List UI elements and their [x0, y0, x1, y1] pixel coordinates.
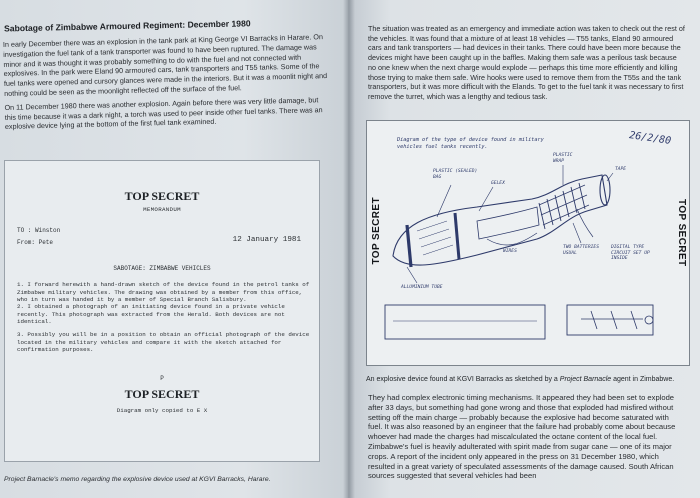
memo-item: 3. Possibly you will be in a position to obtain an official photograph of the device located in the military vehicles and compare it with the sketch attached for confirmation purposes. [17, 331, 310, 354]
leader-line [407, 267, 417, 283]
memo-date: 12 January 1981 [232, 236, 301, 244]
book-spine [343, 0, 355, 498]
label-aluminium-tube: ALLUMINIUM TUBE [401, 285, 443, 290]
memo-sender: From: Pete [17, 239, 54, 246]
memo-kicker: MEMORANDUM [143, 206, 181, 213]
label-digital-circuit: DIGITAL TYPE CIRCUIT SET UP INSIDE [611, 245, 650, 262]
label-batteries: TWO BATTERIES USUAL [563, 245, 599, 256]
right-intro-text: The situation was treated as an emergency and immediate action was taken to check out the rest of the vehicles. It was found that a mixture of at least 18 vehicles — T55 tanks, Eland 90 armoured cars and tank transporters — had devices in their tanks. There could have been more because the devices might have been caught up in the baffles. Making them safe was a perilous task because no one knew when the next charge would explode — perhaps this time more efficiently and killing those trying to make them safe. Wire hooks were used to remove them from the T55s and the tank transporters, but it was more difficult with the Elands. To get to the fuel tank it was necessary to first remove the turret, which was a lengthy and tedious task. [368, 24, 685, 101]
wire [577, 209, 593, 237]
left-page [0, 0, 348, 498]
sketch-caption [366, 376, 696, 383]
memo-caption: Project Barnacle's memo regarding the explosive device used at KGVI Barracks, Harare. [4, 476, 271, 483]
sketch-date-note: 26/2/80 [628, 130, 672, 147]
top-secret-banner: TOP SECRET [124, 189, 200, 203]
aluminium-tube [477, 207, 539, 239]
tape-band [407, 225, 411, 267]
gelex-hatch [417, 221, 453, 255]
label-plastic-bag: PLASTIC (SEALED) BAG [433, 169, 478, 180]
initiator-view [567, 305, 653, 335]
device-drawing [367, 121, 691, 367]
memo-document [4, 160, 320, 462]
top-secret-stamp: TOP SECRET [371, 197, 382, 265]
right-page [348, 0, 700, 498]
leader-line [573, 223, 581, 243]
device-side-view [385, 305, 545, 339]
left-paragraph: In early December there was an explosion in the tank park at King George VI Barracks in Harare. On investigation the fuel tank of a tank transporter was found to have been ruptured. The damage was minor and it was thought it was probably something to do with the fuel and not connected with explosives. In the park were Eland 90 armoured cars, tank transporters and T55 tanks. Some of the fuel tanks were opened and cursory glances were made in the interiors. But it was a moonlit night and nothing could be seen as the moonlight reflected off the surface of the fuel. [2, 32, 328, 98]
leader-line [479, 187, 493, 211]
right-body-text: They had complex electronic timing mechanisms. It appeared they had been set to explode after 33 days, but something had gone wrong and those that exploded had misfired without setting off the main charge — probably because the explosive had become saturated with fuel. It was also reasoned by an engineer that the failure had probably come about because whoever had made the charges had miscalculated the octane content of the local fuel. Zimbabwe's fuel is heavily adulterated with spirit made from sugar cane — one of its major crops. A report of the incident only appeared in the press on 31 December 1980, which resulted in a great variety of speculated assessments of the damage caused. South African sources suggested that several vehicles had been [368, 393, 676, 481]
memo-initial: P [160, 375, 164, 382]
top-secret-stamp: TOP SECRET [676, 199, 687, 267]
device-sketch [366, 120, 690, 366]
left-paragraph: On 11 December 1980 there was another explosion. Again before there was very little damage, but this time because it was a dark night, a torch was used to peer inside other fuel tanks. There was an explosive device lying at the bottom of the first fuel tank examined. [4, 95, 323, 132]
sketch-header-note: Diagram of the type of device found in military vehicles fuel tanks recently. [397, 137, 544, 150]
label-tape: TAPE [615, 167, 627, 172]
wire [487, 233, 537, 245]
memo-subject: SABOTAGE: ZIMBABWE VEHICLES [113, 265, 211, 272]
section-heading: Sabotage of Zimbabwe Armoured Regiment: December 1980 [3, 18, 251, 34]
memo-recipient: TO : Winston [17, 227, 61, 234]
label-gelex: GELEX [491, 181, 505, 186]
caption-emphasis: Project Barnacle [559, 376, 612, 383]
caption-suffix: agent in Zimbabwe. [611, 376, 675, 383]
memo-item: 1. I forward herewith a hand-drawn sketch of the device found in the petrol tanks of Zimbabwe military vehicles. The drawing was obtained by a member from this office, who in turn was handed it by a member of Special Branch Salisbury. [17, 281, 310, 304]
label-plastic-wrap: PLASTIC WRAP [553, 153, 573, 164]
memo-item: 2. I obtained a photograph of an initiating device found in a private vehicle recently. This photograph was extracted from the Herald. Both devices are not identical. [17, 303, 285, 326]
top-secret-banner: TOP SECRET [124, 387, 200, 401]
tape-band [455, 213, 459, 259]
label-wires: WIRES [503, 249, 517, 254]
caption-prefix: An explosive device found at KGVI Barracks as sketched by a [366, 376, 560, 383]
memo-copy-note: Diagram only copied to E X [116, 407, 208, 414]
left-body-text [3, 32, 329, 136]
initiator-detail [581, 311, 643, 329]
initiator-terminal [645, 316, 653, 324]
